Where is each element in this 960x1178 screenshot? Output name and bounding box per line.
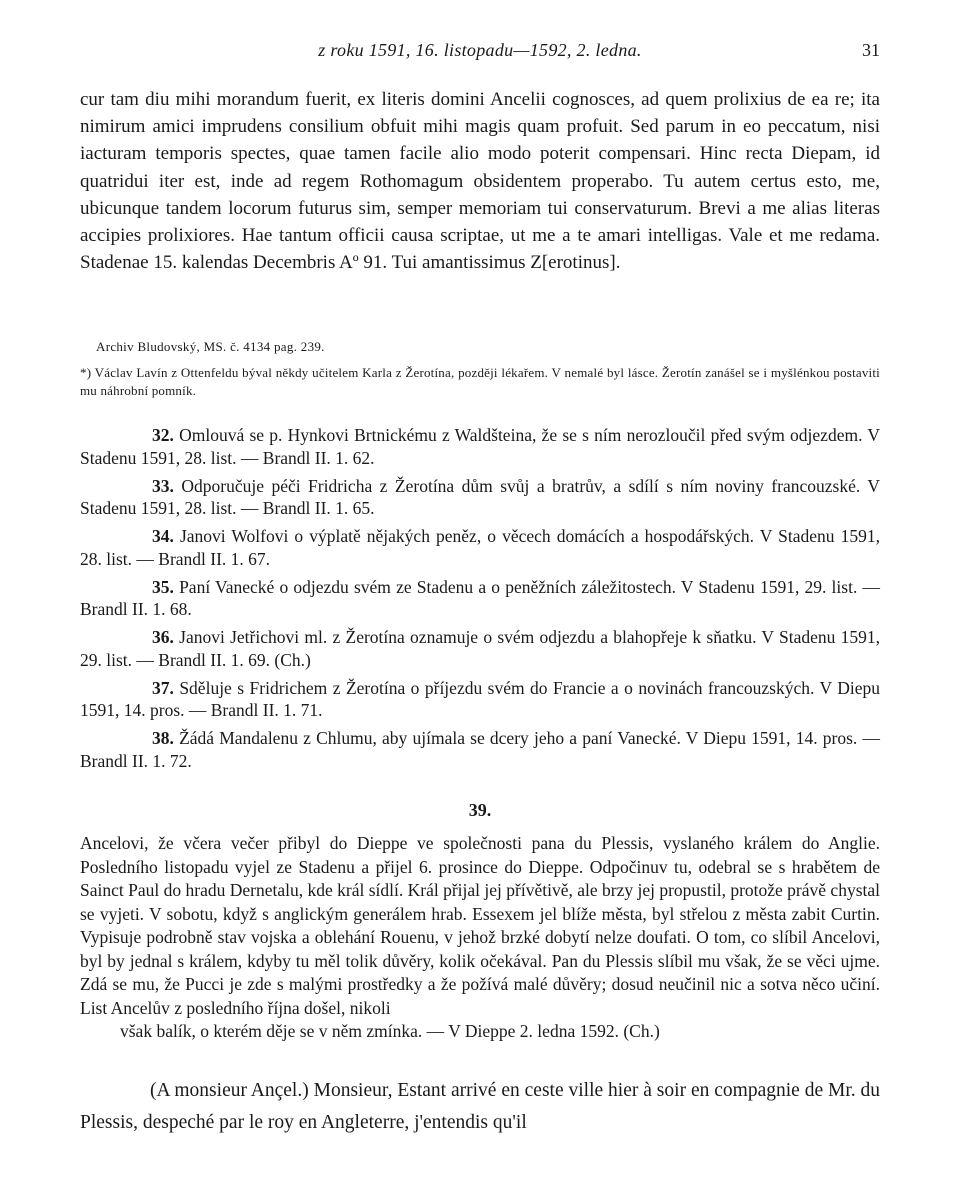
latin-letter-continuation [80,86,880,276]
register-entry [80,424,880,469]
letter-text: Monsieur, Estant arrivé en ceste ville hier à soir en compagnie de Mr. du Plessis, despeché par le roy en Angleterre, j'entendis qu'il [80,1080,881,1133]
running-head [0,40,960,68]
letter-address: (A monsieur Ançel.) [150,1080,309,1101]
entry-number: 37. [152,677,174,698]
entry-number: 32. [152,425,174,445]
entry-text: Paní Vanecké o odjezdu svém ze Stadenu a o peněžních záležitostech. V Stadenu 1591, 29. list. — Brandl II. 1. 68. [80,576,880,619]
summary-date-line: však balík, o kterém děje se v něm zmínka. — V Dieppe 2. ledna 1592. (Ch.) [120,1021,660,1041]
entry-text: Sděluje s Fridrichem z Žerotína o příjezdu svém do Francie a o novinách francouzských. V Diepu 1591, 14. pros. — Brandl II. 1. 71. [80,677,881,720]
entry-number: 34. [152,526,174,546]
entry-number: 35. [152,576,174,597]
register-entry [80,727,880,772]
document-summary [80,832,880,1044]
summary-text: Ancelovi, že včera večer přibyl do Dieppe ve společnosti pana du Plessis, vyslaného králem do Anglie. Posledního listopadu vyjel ze Stadenu a přijel 6. prosince do Dieppe. Odpočinuv tu, odebral se s hrabětem de Sainct Paul do hradu Dernetalu, kde král sídlí. Král přijal jej přívětivě, ale brzy jej propustil, protože právě chystal se vyjeti. V sobotu, když s anglickým generálem hrab. Essexem jel blíže města, byl střelou z města zabit Curtin. Vypisuje podrobně stav vojska a oblehání Rouenu, v jehož brzké dobytí nelze doufati. O tom, co slíbil Ancelovi, byl by jednal s králem, kdyby tu měl tolik důvěry, kolik očekával. Pan du Plessis slíbil mu však, že se věci ujme. Zdá se mu, že Pucci je zde s malými prostředky a že požívá malé důvěry; dosud neučinil nic a sotva něco učiní. List Ancelův z posledního října došel, nikoli [80,833,880,1018]
entry-number: 38. [152,728,174,748]
page-number: 31 [862,40,880,60]
entry-text: Žádá Mandalenu z Chlumu, aby ujímala se dcery jeho a paní Vanecké. V Diepu 1591, 14. pros. — Brandl II. 1. 72. [80,728,880,771]
register-entry [80,576,880,621]
register-entry [80,475,880,520]
register-entry [80,626,880,671]
latin-letter-text: cur tam diu mihi morandum fuerit, ex literis domini Ancelii cognosces, ad quem prolixius de ea re; ita nimirum amici imprudens consilium obfuit mihi magis quam profuit. Sed parum in eo peccatum, nisi iacturam temporis spectes, quae tamen facile alio modo poterit compensari. Hinc recta Diepam, id quatridui iter est, inde ad regem Rothomagum obsidentem properabo. Tu autem certus esto, me, ubicunque tandem locorum futurus sim, semper memoriam tui conservaturum. Brevi a me alias literas accipies prolixiores. Hae tantum officii causa scriptae, ut me a te amari intelligas. Vale et me redama. Stadenae 15. kalendas Decembris Aº 91. Tui amantissimus Z[erotinus]. [80,89,880,274]
archive-source-note: Archiv Bludovský, MS. č. 4134 pag. 239. [96,339,325,354]
register-entry [80,525,880,570]
running-title: z roku 1591, 16. listopadu—1592, 2. ledna. [318,40,642,60]
french-letter-opening [80,1075,880,1139]
entry-text: Janovi Jetřichovi ml. z Žerotína oznamuje o svém odjezdu a blahopřeje k sňatku. V Stadenu 1591, 29. list. — Brandl II. 1. 69. (Ch.) [80,627,880,670]
footnote: *) Václav Lavín z Ottenfeldu býval někdy učitelem Karla z Žerotína, později lékařem. V nemalé byl lásce. Žerotín zanášel se i myšlénkou postaviti mu náhrobní pomník. [80,365,880,398]
letter-register [80,424,880,778]
entry-text: Janovi Wolfovi o výplatě nějakých peněz, o věcech domácích a hospodářských. V Stadenu 1591, 28. list. — Brandl II. 1. 67. [80,526,881,569]
register-entry [80,677,880,722]
entry-number: 33. [152,475,174,496]
document-number: 39. [468,800,492,820]
entry-text: Omlouvá se p. Hynkovi Brtnickému z Waldšteina, že se s ním nerozloučil před svým odjezdem. V Stadenu 1591, 28. list. — Brandl II. 1. 62. [80,425,880,468]
entry-number: 36. [152,627,174,647]
entry-text: Odporučuje péči Fridricha z Žerotína dům svůj a bratrův, a sdílí s ním noviny francouzské. V Stadenu 1591, 28. list. — Brandl II. 1. 65. [80,475,881,518]
